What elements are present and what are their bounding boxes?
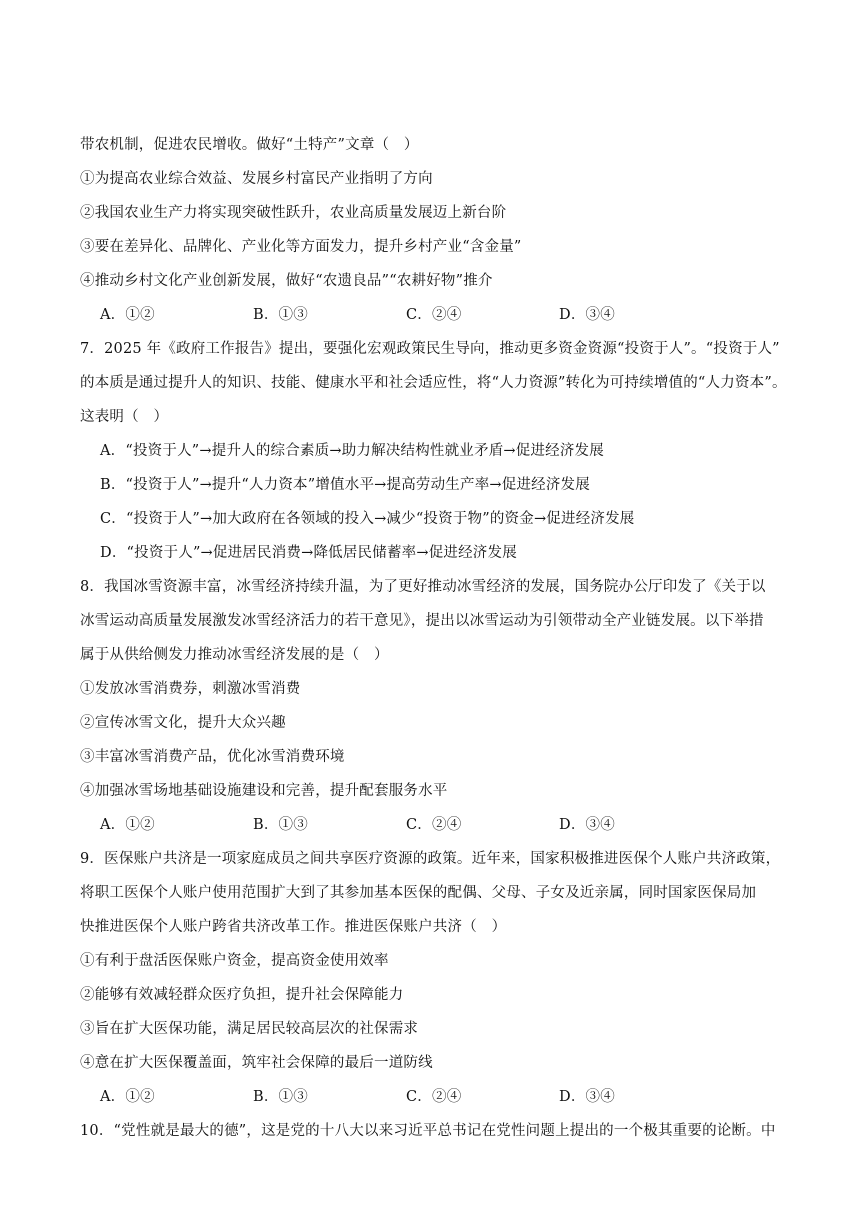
q8-item-2: ②宣传冰雪文化，提升大众兴趣 xyxy=(80,715,286,731)
q9-stem-line-1: 9．医保账户共济是一项家庭成员之间共享医疗资源的政策。近年来，国家积极推进医保个人账户共济政策， xyxy=(80,851,781,867)
q8-choice-a: A．①② xyxy=(100,817,155,833)
q9-stem-line-3: 快推进医保个人账户跨省共济改革工作。推进医保账户共济（ ） xyxy=(80,919,507,935)
q8-stem-line-1: 8．我国冰雪资源丰富，冰雪经济持续升温，为了更好推动冰雪经济的发展，国务院办公厅印发了《关于以 xyxy=(80,579,766,595)
q7-stem-line-3: 这表明（ ） xyxy=(80,409,169,425)
q9-choice-a: A．①② xyxy=(100,1089,155,1105)
q6-item-1: ①为提高农业综合效益、发展乡村富民产业指明了方向 xyxy=(80,171,433,187)
q8-choice-c: C．②④ xyxy=(406,817,462,833)
q8-stem-line-2: 冰雪运动高质量发展激发冰雪经济活力的若干意见》，提出以冰雪运动为引领带动全产业链发展。以下举措 xyxy=(80,613,764,629)
q6-item-4: ④推动乡村文化产业创新发展，做好“农遗良品”“农耕好物”推介 xyxy=(80,273,493,289)
q6-item-3: ③要在差异化、品牌化、产业化等方面发力，提升乡村产业“含金量” xyxy=(80,239,522,255)
q6-stem-continuation: 带农机制，促进农民增收。做好“土特产”文章（ ） xyxy=(80,137,419,153)
q6-choice-d: D．③④ xyxy=(559,307,615,323)
q8-item-3: ③丰富冰雪消费产品，优化冰雪消费环境 xyxy=(80,749,345,765)
q8-choices xyxy=(80,808,784,842)
q9-item-1: ①有利于盘活医保账户资金，提高资金使用效率 xyxy=(80,953,389,969)
q6-choice-b: B．①③ xyxy=(253,307,308,323)
q8-choice-d: D．③④ xyxy=(559,817,615,833)
q9-item-4: ④意在扩大医保覆盖面，筑牢社会保障的最后一道防线 xyxy=(80,1055,433,1071)
q9-item-3: ③旨在扩大医保功能，满足居民较高层次的社保需求 xyxy=(80,1021,419,1037)
q7-option-b: B．“投资于人”→提升“人力资本”增值水平→提高劳动生产率→促进经济发展 xyxy=(100,477,590,493)
document-page xyxy=(80,128,787,1148)
q6-item-2: ②我国农业生产力将实现突破性跃升，农业高质量发展迈上新台阶 xyxy=(80,205,507,221)
q8-choice-b: B．①③ xyxy=(253,817,308,833)
q8-stem-line-3: 属于从供给侧发力推动冰雪经济发展的是（ ） xyxy=(80,647,389,663)
q9-item-2: ②能够有效减轻群众医疗负担，提升社会保障能力 xyxy=(80,987,404,1003)
q7-option-a: A．“投资于人”→提升人的综合素质→助力解决结构性就业矛盾→促进经济发展 xyxy=(100,443,604,459)
q9-choices xyxy=(80,1080,784,1114)
q9-stem-line-2: 将职工医保个人账户使用范围扩大到了其参加基本医保的配偶、父母、子女及近亲属，同时国家医保局加 xyxy=(80,885,757,901)
q6-choices xyxy=(80,298,784,332)
q6-choice-c: C．②④ xyxy=(406,307,462,323)
q7-option-d: D．“投资于人”→促进居民消费→降低居民储蓄率→促进经济发展 xyxy=(100,545,517,561)
q8-item-1: ①发放冰雪消费券，刺激冰雪消费 xyxy=(80,681,301,697)
q9-choice-c: C．②④ xyxy=(406,1089,462,1105)
q7-stem-line-2: 的本质是通过提升人的知识、技能、健康水平和社会适应性，将“人力资源”转化为可持续增值的“人力资本”。 xyxy=(80,375,787,391)
q7-option-c: C．“投资于人”→加大政府在各领域的投入→减少“投资于物”的资金→促进经济发展 xyxy=(100,511,635,527)
q9-choice-d: D．③④ xyxy=(559,1089,615,1105)
q9-choice-b: B．①③ xyxy=(253,1089,308,1105)
q6-choice-a: A．①② xyxy=(100,307,155,323)
q8-item-4: ④加强冰雪场地基础设施建设和完善，提升配套服务水平 xyxy=(80,783,448,799)
q10-stem-line-1: 10．“党性就是最大的德”，这是党的十八大以来习近平总书记在党性问题上提出的一个极其重要的论断。中 xyxy=(80,1123,776,1139)
q7-stem-line-1: 7．2025 年《政府工作报告》提出，要强化宏观政策民生导向，推动更多资金资源“投资于人”。“投资于人” xyxy=(80,341,780,357)
